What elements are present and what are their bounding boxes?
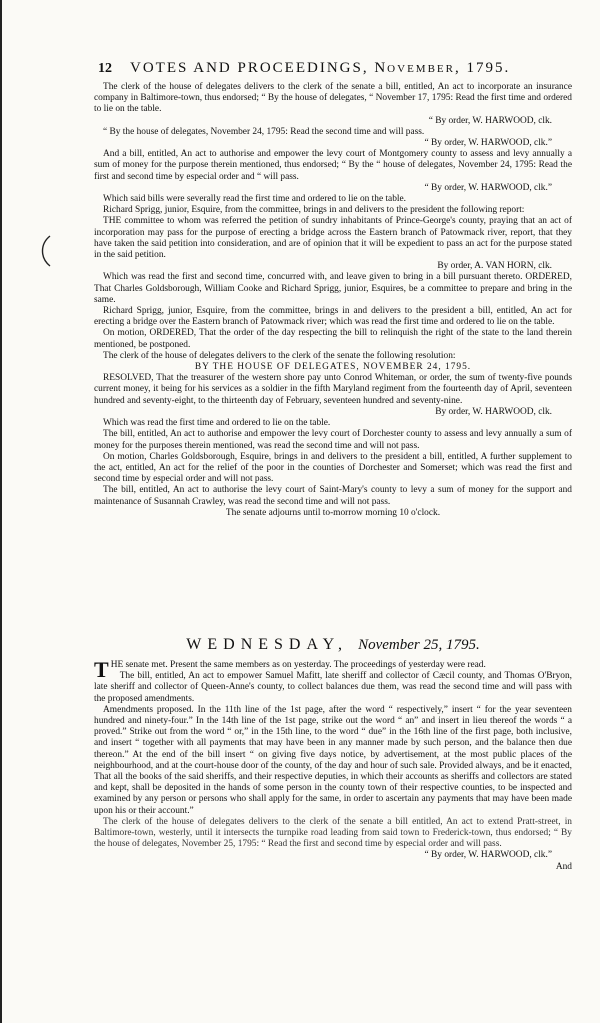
paragraph: The clerk of the house of delegates delivers to the clerk of the senate the following resolution: bbox=[103, 350, 456, 361]
committee-report: THE committee to whom was referred the petition of sundry inhabitants of Prince-George's county, praying that an act of incorporation may pass for the purpose of erecting a bridge across the Eastern branch of Patowmack river, report, that they have taken the said petition into consideration, and are of opinion that it will be expedient to pass an act for the purpose stated in the said petition. bbox=[94, 216, 572, 261]
paragraph: “ By the house of delegates, November 24, 1795: Read the second time and will pass. bbox=[103, 126, 425, 137]
paragraph: Richard Sprigg, junior, Esquire, from the committee, brings in and delivers to the president a bill, entitled, An act for erecting a bridge over the Eastern branch of Patowmack river; which was read the first time and ordered to lie on the table. bbox=[94, 306, 572, 328]
handwritten-mark bbox=[38, 234, 54, 268]
paragraph: Which said bills were severally read the first time and ordered to lie on the table. bbox=[103, 194, 407, 205]
paragraph: Which was read the first time and ordered to lie on the table. bbox=[103, 418, 331, 429]
signature-line: “ By order, W. HARWOOD, clk.” bbox=[424, 138, 552, 149]
paragraph: The bill, entitled, An act to authorise and empower the levy court of Dorchester county to assess and levy annually a sum of money for the purposes therein mentioned, was read the second time and will not pass. bbox=[94, 429, 572, 451]
paragraph: The bill, entitled, An act to empower Samuel Mafitt, late sheriff and collector of Cæcil county, and Thomas O'Bryon, late sheriff and collector of Queen-Anne's county, to collect balances due them, was read the second time and will pass with the proposed amendments. bbox=[94, 671, 572, 704]
page-number: 12 bbox=[98, 61, 112, 76]
opening-paragraph bbox=[94, 657, 572, 682]
paragraph: On motion, Charles Goldsborough, Esquire, brings in and delivers to the president a bill, entitled, A further supplement to the act, entitled, An act for the relief of the poor in the counties of Dorchester and Somerset; which was read the first and second time by especial order and will not pass. bbox=[94, 451, 572, 485]
drop-cap: T bbox=[94, 657, 109, 682]
adjournment-line: The senate adjourns until to-morrow morning 10 o'clock. bbox=[225, 507, 441, 518]
page-header bbox=[98, 60, 566, 77]
paragraph: Amendments proposed. In the 11th line of the 1st page, after the word “ respectively,” insert “ for the year seventeen hundred and ninety-four.” In the 14th line of the 1st page, strike out the word “ an” and insert in lieu thereof the words “ a proved.” Strike out from the word “ or,” in the 15th line, to the word “ due” in the 16th line of the first page, both inclusive, and insert “ together with all payments that may have been in any manner made by such person, and the balance then due thereon.” At the end of the bill insert “ on giving five days notice, by advertisement, at the most public places of the neighbourhood, and at the court-house door of the county, of the day and hour of such sale. Provided always, and be it enacted, That all the books of the said sheriffs, and their respective deputies, in which their accounts as sheriffs and collectors are stated and kept, shall be deposited in the hands of some person in the county town of their respective counties, to be inspected and examined by any person or persons who shall apply for the same, in order to ascertain any payments that may have been made upon his or their account.” bbox=[94, 704, 572, 816]
paragraph: The bill, entitled, An act to authorise the levy court of Saint-Mary's county to levy a sum of money for the support and maintenance of Susannah Crawley, was read the second time and will not pass. bbox=[94, 485, 572, 507]
paragraph: The clerk of the house of delegates delivers to the clerk of the senate a bill, entitled, An act to incorporate an insurance company in Baltimore-town, thus endorsed; “ By the house of delegates, “ November 17, 1795: Read the first time and ordered to lie on the table. bbox=[94, 82, 572, 115]
day-date: November 25, 1795. bbox=[358, 637, 480, 653]
day-heading bbox=[94, 636, 572, 654]
signature-line: By order, W. HARWOOD, clk. bbox=[435, 406, 552, 417]
catchword: And bbox=[555, 861, 572, 872]
signature-line: “ By order, W. HARWOOD, clk. bbox=[428, 115, 552, 126]
resolution-heading: BY THE HOUSE OF DELEGATES, NOVEMBER 24, 1795. bbox=[194, 362, 472, 373]
paragraph: Which was read the first and second time, concurred with, and leave given to bring in a bill pursuant thereto. ORDERED, That Charles Goldsborough, William Cooke and Richard Sprigg, junior, Esquires, be a committee to prepare and bring in the same. bbox=[94, 272, 572, 305]
signature-line: “ By order, W. HARWOOD, clk.” bbox=[424, 182, 552, 193]
signature-line: “ By order, W. HARWOOD, clk.” bbox=[424, 850, 552, 861]
day-name: WEDNESDAY, bbox=[186, 636, 349, 653]
resolution: RESOLVED, That the treasurer of the western shore pay unto Conrod Whiteman, or order, the sum of twenty-five pounds current money, it being for his services as a soldier in the fifth Maryland regiment from the fourteenth day of April, seventeen hundred and seventy-eight, to the thirteenth day of February, seventeen hundred and seventy-nine. bbox=[94, 373, 572, 406]
opening-text: HE senate met. Present the same members as on yesterday. The proceedings of yesterday were read. bbox=[110, 660, 486, 670]
signature-line: By order, A. VAN HORN, clk. bbox=[437, 261, 552, 272]
paragraph: And a bill, entitled, An act to authorise and empower the levy court of Montgomery county to assess and levy annually a sum of money for the purpose therein mentioned, thus endorsed; “ By the “ house of delegates, November 24, 1795: Read the first and second time by especial order and “ will pass. bbox=[94, 149, 572, 182]
section-november-24 bbox=[94, 82, 572, 519]
section-november-25 bbox=[94, 657, 572, 873]
paragraph: On motion, ORDERED, That the order of the day respecting the bill to relinquish the right of the state to the land therein mentioned, be postponed. bbox=[94, 328, 572, 350]
paragraph: The clerk of the house of delegates delivers to the clerk of the senate a bill entitled, An act to extend Pratt-street, in Baltimore-town, westerly, until it intersects the turnpike road leading from said town to Frederick-town, thus endorsed; “ By the house of delegates, November 25, 1795: “ Read the first and second time by especial order and will pass. bbox=[94, 816, 572, 850]
page-title: VOTES AND PROCEEDINGS, November, 1795. bbox=[130, 60, 511, 76]
paragraph: Richard Sprigg, junior, Esquire, from the committee, brings in and delivers to the president the following report: bbox=[103, 205, 525, 216]
